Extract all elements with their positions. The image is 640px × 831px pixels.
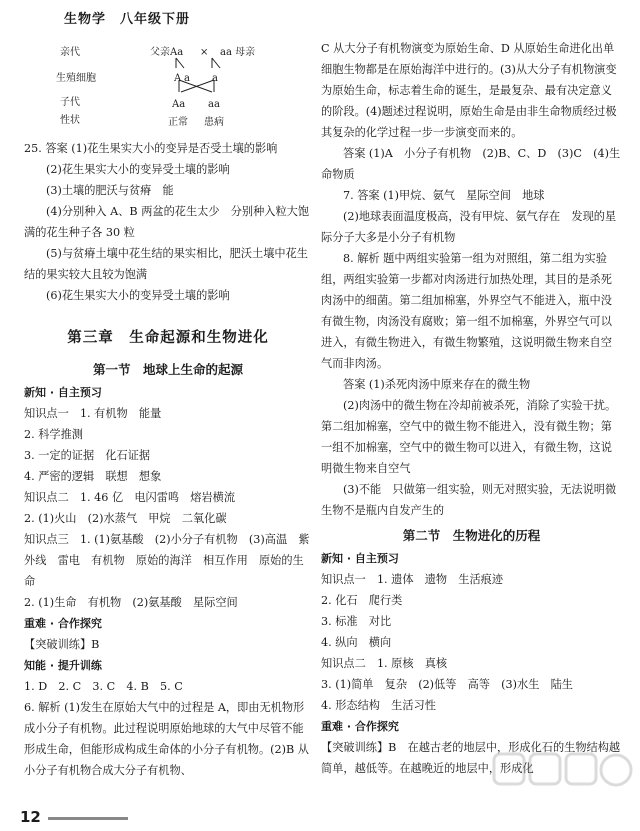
father-genotype: 父亲Aa: [150, 47, 184, 58]
answer-paragraph: 新知 · 自主预习: [24, 386, 102, 399]
answer-paragraph: 4. 严密的逻辑 联想 想象: [24, 470, 162, 483]
answer-paragraph: 【突破训练】B: [24, 638, 100, 651]
section-title-2: 第二节 生物进化的历程: [402, 528, 541, 543]
trait-sick: 患病: [204, 117, 224, 128]
answers-block-6-8: [321, 38, 622, 521]
answer-paragraph: 3. 一定的证据 化石证据: [24, 449, 151, 462]
footer-rule: [48, 817, 128, 820]
answer-paragraph: 4. 形态结构 生活习性: [321, 699, 436, 712]
answer-paragraph: 2. 科学推测: [24, 428, 83, 441]
answer-paragraph: (5)与贫瘠土壤中花生结的果实相比，肥沃土壤中花生结的果实较大且较为饱满: [24, 247, 308, 281]
offspring-aa-dominant: Aa: [172, 99, 186, 110]
right-column: [321, 38, 622, 779]
mother-genotype: aa 母亲: [220, 47, 256, 58]
answer-paragraph: 【突破训练】B 在越古老的地层中，形成化石的生物结构越简单，越低等。在越晚近的地层中，形成化: [321, 741, 621, 775]
gamete-a-lower: a: [184, 73, 190, 84]
answer-paragraph: (2)地球表面温度极高，没有甲烷、氨气存在 发现的星际分子大多是小分子有机物: [321, 210, 617, 244]
answer-paragraph: 3. 标准 对比: [321, 615, 392, 628]
answer-paragraph: 知能 · 提升训练: [24, 659, 102, 672]
answer-paragraph: 知识点三 1. (1)氨基酸 (2)小分子有机物 (3)高温 紫外线 雷电 有机物 原始的海洋 相互作用 原始的生命: [24, 533, 310, 588]
answer-paragraph: 2. (1)生命 有机物 (2)氨基酸 星际空间: [24, 596, 238, 609]
gamete-a-upper: A: [174, 73, 182, 84]
trait-normal: 正常: [168, 117, 188, 128]
answer-paragraph: 知识点二 1. 原核 真核: [321, 657, 448, 670]
label-gametes: 生殖细胞: [56, 73, 96, 84]
answer-paragraph: 重难 · 合作探究: [24, 617, 102, 630]
answer-paragraph: 知识点一 1. 遗体 遗物 生活痕迹: [321, 573, 504, 586]
page-number: 12: [20, 808, 41, 826]
answer-paragraph: 答案 (1)杀死肉汤中原来存在的微生物: [343, 378, 531, 391]
answer-paragraph: 7. 答案 (1)甲烷、氨气 星际空间 地球: [343, 189, 545, 202]
answer-paragraph: 4. 纵向 横向: [321, 636, 392, 649]
section1-answers: [24, 382, 312, 781]
answer-paragraph: 1. D 2. C 3. C 4. B 5. C: [24, 680, 183, 693]
answer-paragraph: 6. 解析 (1)发生在原始大气中的过程是 A，即由无机物形成小分子有机物。此过程说明原始地球的大气中尽管不能形成生命，但能形成构成生命体的小分子有机物。(2)B 从小分子有机物合成大分子有机物、: [24, 701, 309, 777]
answer-paragraph: 答案 (1)A 小分子有机物 (2)B、C、D (3)C (4)生命物质: [321, 147, 621, 181]
label-trait: 性状: [60, 115, 80, 126]
answer-paragraph: (2)肉汤中的微生物在冷却前被杀死，消除了实验干扰。第二组加棉塞，空气中的微生物不能进入，没有微生物；第一组不加棉塞，空气中的微生物可以进入，有微生物，这说明微生物来自空气: [321, 399, 617, 475]
answer-paragraph: 新知 · 自主预习: [321, 552, 399, 565]
watermark-logo: [488, 748, 638, 828]
answer-paragraph: 25. 答案 (1)花生果实大小的变异是否受土壤的影响: [24, 142, 278, 155]
answer-paragraph: (6)花生果实大小的变异受土壤的影响: [46, 289, 230, 302]
section-title-1: 第一节 地球上生命的起源: [92, 362, 243, 377]
section2-answers: [321, 548, 622, 779]
answer-paragraph: (4)分别种入 A、B 两盆的花生太少 分别种入粒大饱满的花生种子各 30 粒: [24, 205, 310, 239]
label-parents: 亲代: [60, 47, 80, 58]
answer-paragraph: 知识点一 1. 有机物 能量: [24, 407, 162, 420]
answer-paragraph: (3)土壤的肥沃与贫瘠 能: [46, 184, 174, 197]
chapter-title: 第三章 生命起源和生物进化: [67, 330, 269, 346]
genetics-cross-diagram: [24, 40, 312, 128]
gamete-a-mother: a: [212, 73, 218, 84]
answer-paragraph: 8. 解析 题中两组实验第一组为对照组，第二组为实验组，两组实验第一步都对肉汤进行加热处理，其目的是杀死肉汤中的细菌。第二组加棉塞，外界空气不能进入，瓶中没有微生物，肉汤没有腐败；第一组不加棉塞，外界空气可以进入，有微生物进入，有微生物繁殖，这说明微生物来自空气而非肉汤。: [321, 252, 612, 370]
page-header: 生物学 八年级下册: [64, 12, 191, 27]
cross-arrows: [24, 40, 224, 128]
answer-paragraph: 知识点二 1. 46 亿 电闪雷鸣 熔岩横流: [24, 491, 236, 504]
label-offspring: 子代: [60, 97, 80, 108]
answer-paragraph: 3. (1)简单 复杂 (2)低等 高等 (3)水生 陆生: [321, 678, 573, 691]
answer-paragraph: 重难 · 合作探究: [321, 720, 399, 733]
cross-symbol: ×: [200, 47, 209, 58]
answer-paragraph: (2)花生果实大小的变异受土壤的影响: [46, 163, 230, 176]
answer-paragraph: 2. (1)火山 (2)水蒸气 甲烷 二氧化碳: [24, 512, 227, 525]
answer-paragraph: 2. 化石 爬行类: [321, 594, 403, 607]
answer-paragraph: (3)不能 只做第一组实验，则无对照实验，无法说明微生物不是瓶内自发产生的: [321, 483, 617, 517]
answer-paragraph: C 从大分子有机物演变为原始生命、D 从原始生命进化出单细胞生物都是在原始海洋中进行的。(3)从大分子有机物演变为原始生命，标志着生命的诞生，是最复杂、最有决定意义的阶段。(4)题述过程说明，原始生命是由非生命物质经过极其复杂的化学过程一步一步演变而来的。: [321, 42, 617, 139]
answers-block-25: [24, 138, 312, 306]
offspring-aa-recessive: aa: [208, 99, 220, 110]
left-column: [24, 38, 312, 781]
